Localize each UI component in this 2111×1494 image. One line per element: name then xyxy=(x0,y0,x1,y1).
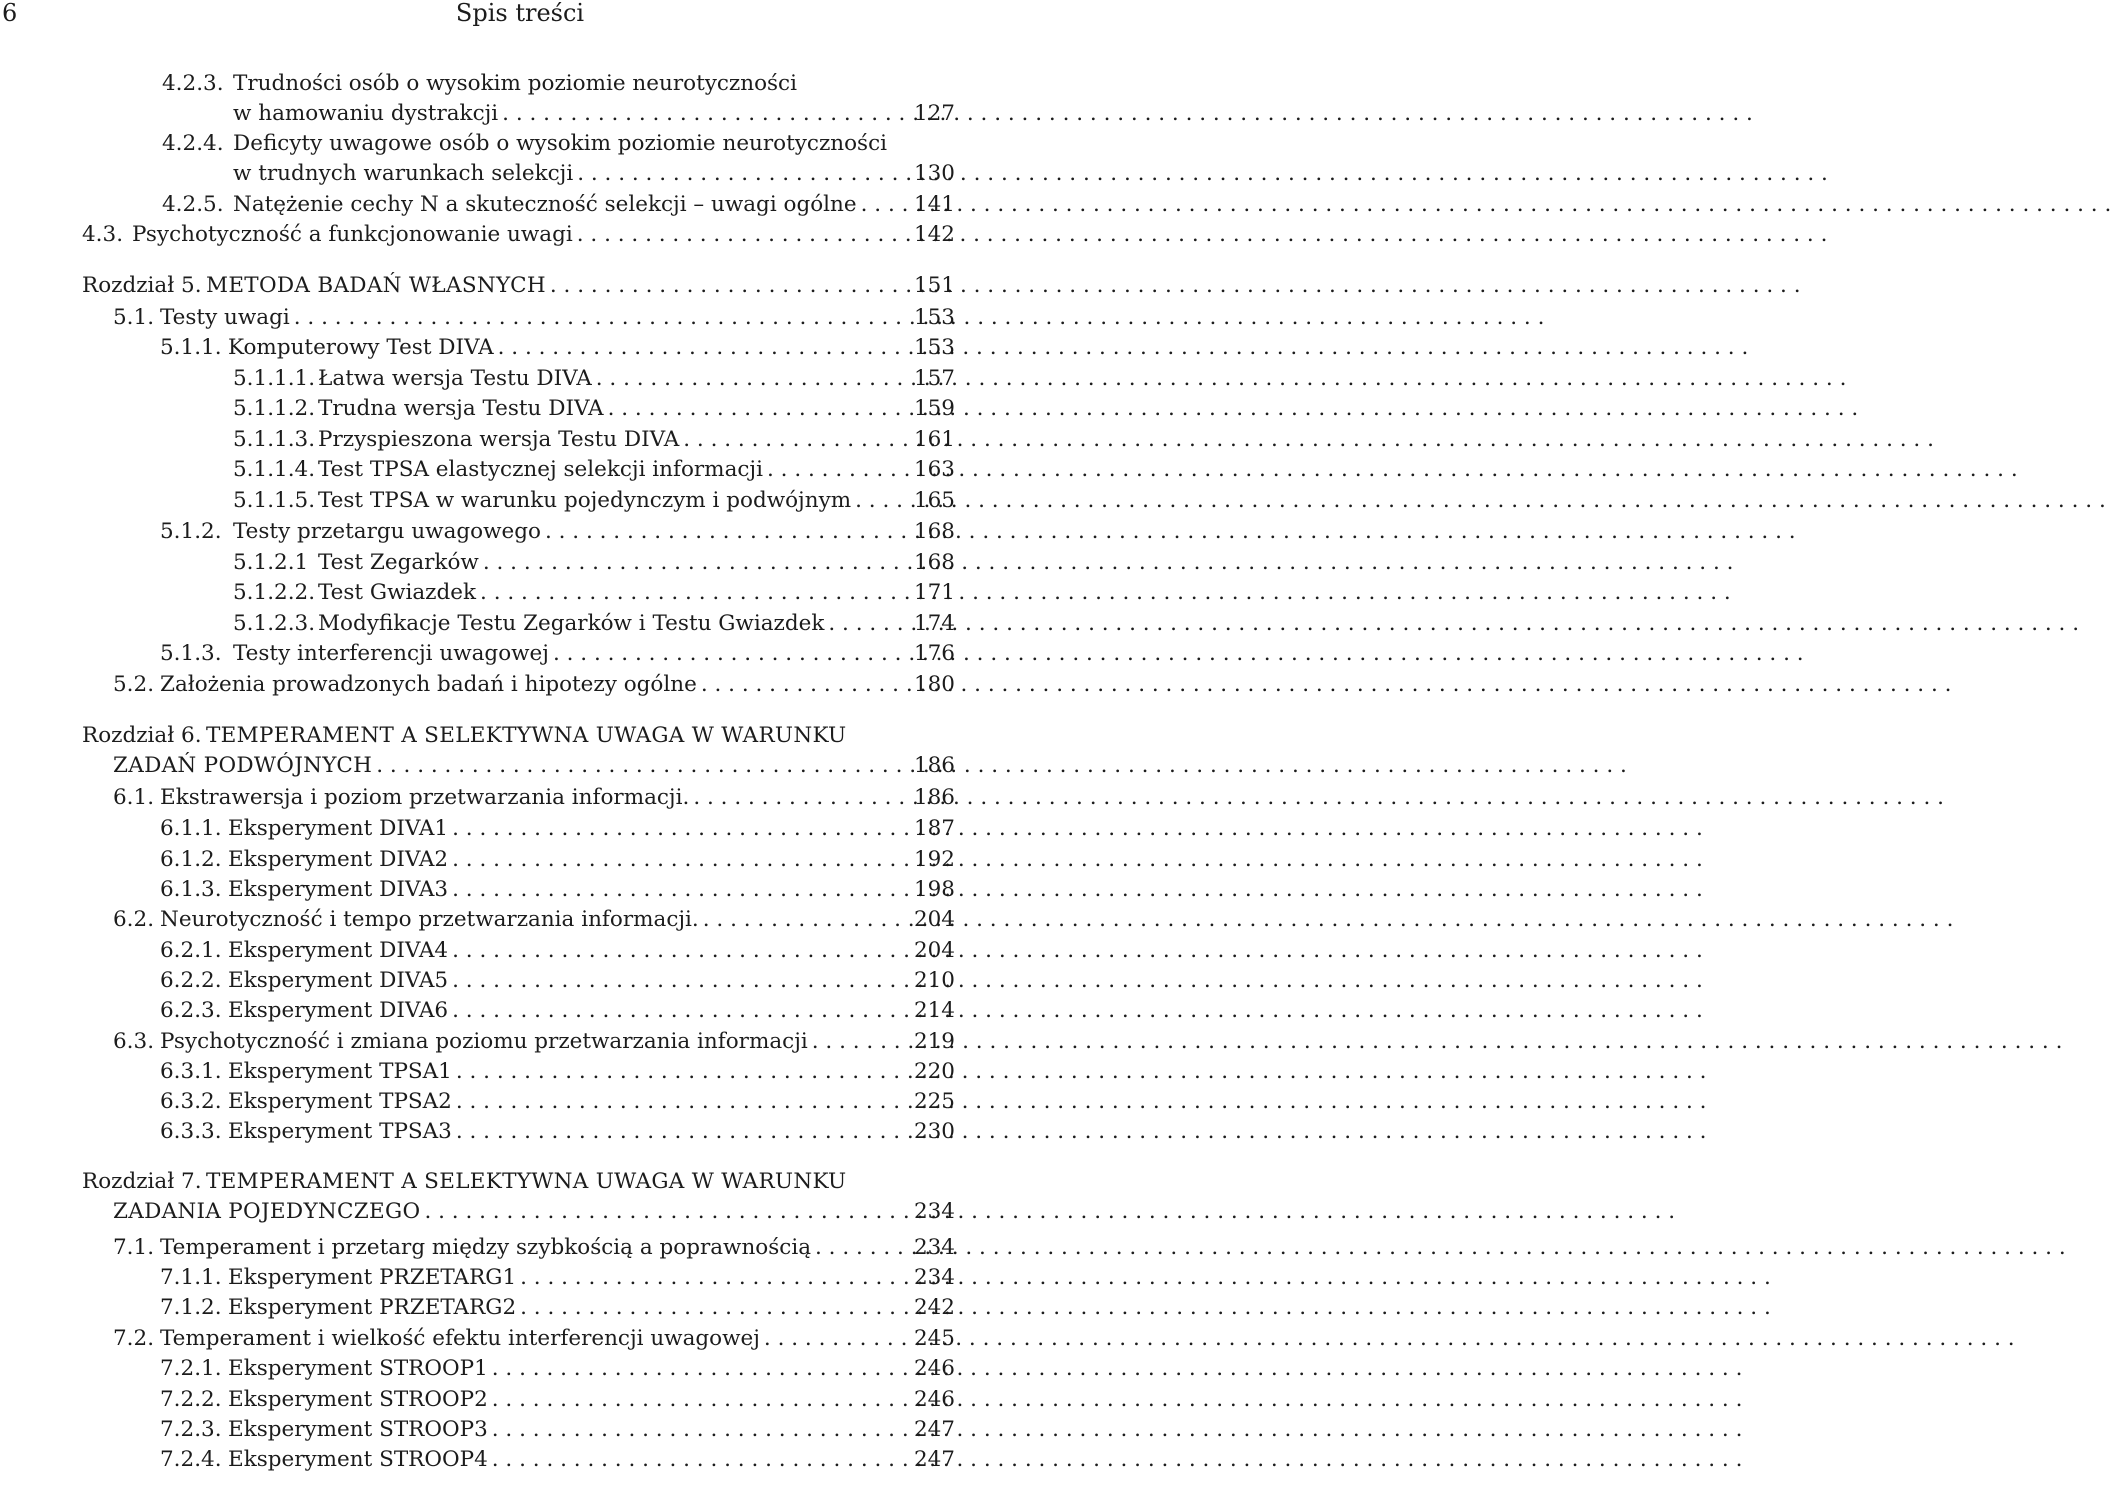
toc-page xyxy=(0,0,960,1494)
toc-entry-title: Eksperyment PRZETARG1 xyxy=(228,1265,517,1290)
toc-entry-page: 130 xyxy=(913,161,955,186)
toc-entry-title: Eksperyment STROOP1 xyxy=(228,1356,488,1381)
toc-entry-number: 6.2. xyxy=(113,907,155,932)
toc-entry-number: 7.1. xyxy=(113,1235,155,1260)
dot-leader xyxy=(448,966,1703,996)
dot-leader xyxy=(679,425,1934,455)
dot-leader xyxy=(448,996,1703,1026)
dot-leader xyxy=(448,814,1703,844)
toc-entry-title: Test Gwiazdek xyxy=(318,580,477,605)
toc-entry-number: 6.2.3. xyxy=(160,998,222,1023)
toc-entry-page: 225 xyxy=(913,1089,955,1114)
toc-entry-number: 4.2.5. xyxy=(162,192,224,217)
toc-entry-title: Założenia prowadzonych badań i hipotezy ogólne xyxy=(160,672,697,697)
dot-leader xyxy=(476,578,1731,608)
toc-entry-title: Eksperyment DIVA4 xyxy=(228,938,449,963)
toc-entry-page: 165 xyxy=(913,488,955,513)
toc-entry-page: 219 xyxy=(913,1029,955,1054)
toc-entry xyxy=(233,548,870,578)
toc-entry-title: Eksperyment DIVA2 xyxy=(228,847,449,872)
toc-entry xyxy=(233,394,870,424)
toc-entry-number: 6.1.3. xyxy=(160,877,222,902)
toc-entry-page: 214 xyxy=(913,998,955,1023)
toc-entry-title: Eksperyment TPSA1 xyxy=(228,1059,452,1084)
dot-leader xyxy=(452,1057,1707,1087)
dot-leader xyxy=(697,670,1952,700)
dot-leader xyxy=(699,905,1954,935)
toc-entry-title: w hamowaniu dystrakcji xyxy=(233,101,499,126)
toc-entry xyxy=(113,1197,870,1227)
toc-entry-page: 163 xyxy=(913,457,955,482)
toc-entry-number: 5.1.1.3. xyxy=(233,427,316,452)
toc-entry-title: Trudna wersja Testu DIVA xyxy=(318,396,604,421)
toc-entry-first-line xyxy=(82,1167,846,1197)
toc-entry xyxy=(160,875,870,905)
dot-leader xyxy=(573,159,1828,189)
toc-entry xyxy=(233,364,870,394)
toc-entry xyxy=(162,190,870,220)
toc-entry-page: 242 xyxy=(913,1295,955,1320)
toc-entry-title: Psychotyczność i zmiana poziomu przetwarzania informacji xyxy=(160,1029,808,1054)
dot-leader xyxy=(549,639,1804,669)
toc-entry-number: 7.2. xyxy=(113,1326,155,1351)
toc-entry xyxy=(113,303,870,333)
toc-entry-number: 4.2.3. xyxy=(162,71,224,96)
toc-entry-title: Test Zegarków xyxy=(318,550,479,575)
toc-entry-number: 5.1.2. xyxy=(160,519,222,544)
dot-leader xyxy=(372,751,1627,781)
toc-entry xyxy=(82,220,870,250)
toc-entry-number: 7.1.1. xyxy=(160,1265,222,1290)
toc-entry-page: 186 xyxy=(913,753,955,778)
toc-entry-title: METODA BADAŃ WŁASNYCH xyxy=(206,273,546,298)
toc-entry xyxy=(233,578,870,608)
toc-entry xyxy=(160,1087,870,1117)
toc-entry-title: Deficyty uwagowe osób o wysokim poziomie neurotyczności xyxy=(233,131,888,156)
toc-entry-page: 234 xyxy=(913,1265,955,1290)
toc-entry-page: 198 xyxy=(913,877,955,902)
dot-leader xyxy=(689,783,1944,813)
toc-entry-number: 6.1.1. xyxy=(160,816,222,841)
toc-entry-title: Neurotyczność i tempo przetwarzania informacji. xyxy=(160,907,699,932)
toc-entry xyxy=(113,1324,870,1354)
dot-leader xyxy=(516,1263,1771,1293)
toc-entry xyxy=(160,1354,870,1384)
running-title: Spis treści xyxy=(455,0,585,27)
toc-entry-number: 6.2.2. xyxy=(160,968,222,993)
toc-entry-title: Eksperyment DIVA6 xyxy=(228,998,449,1023)
toc-entry-number: 6.3. xyxy=(113,1029,155,1054)
dot-leader xyxy=(479,548,1734,578)
dot-leader xyxy=(498,99,1753,129)
dot-leader xyxy=(448,875,1703,905)
toc-entry-number: 5.1.3. xyxy=(160,641,222,666)
toc-entry-title: Eksperyment STROOP4 xyxy=(228,1447,488,1472)
toc-entry xyxy=(233,99,870,129)
toc-entry-page: 168 xyxy=(913,519,955,544)
dot-leader xyxy=(452,1087,1707,1117)
toc-entry-title: Komputerowy Test DIVA xyxy=(228,335,494,360)
toc-entry xyxy=(160,814,870,844)
dot-leader xyxy=(851,486,2106,516)
toc-entry-first-line xyxy=(82,721,846,751)
toc-entry-page: 234 xyxy=(913,1199,955,1224)
dot-leader xyxy=(573,220,1828,250)
toc-entry-first-line xyxy=(162,69,797,99)
toc-entry-title: Eksperyment TPSA3 xyxy=(228,1119,452,1144)
toc-entry-number: 5.2. xyxy=(113,672,155,697)
toc-entry xyxy=(160,1263,870,1293)
toc-entry-page: 204 xyxy=(913,938,955,963)
toc-entry xyxy=(233,609,870,639)
toc-entry-number: 6.1. xyxy=(113,785,155,810)
dot-leader xyxy=(452,1117,1707,1147)
toc-entry-page: 151 xyxy=(913,273,955,298)
toc-entry-title: Eksperyment PRZETARG2 xyxy=(228,1295,517,1320)
toc-entry-page: 187 xyxy=(913,816,955,841)
toc-entry-page: 171 xyxy=(913,580,955,605)
toc-entry-first-line xyxy=(162,129,887,159)
toc-entry xyxy=(82,271,870,301)
toc-entry-number: 6.2.1. xyxy=(160,938,222,963)
toc-entry-title: Eksperyment STROOP2 xyxy=(228,1387,488,1412)
toc-entry xyxy=(160,966,870,996)
toc-entry-page: 153 xyxy=(913,335,955,360)
toc-entry-number: 4.2.4. xyxy=(162,131,224,156)
toc-entry-number: 7.2.4. xyxy=(160,1447,222,1472)
toc-entry-number: 7.2.2. xyxy=(160,1387,222,1412)
toc-entry xyxy=(160,1385,870,1415)
dot-leader xyxy=(811,1233,2066,1263)
toc-entry-number: 5.1.1. xyxy=(160,335,222,360)
page-number: 6 xyxy=(2,0,18,27)
toc-entry-page: 153 xyxy=(913,305,955,330)
toc-entry-page: 204 xyxy=(913,907,955,932)
toc-entry xyxy=(113,751,870,781)
toc-entry-title: ZADANIA POJEDYNCZEGO xyxy=(113,1199,421,1224)
dot-leader xyxy=(488,1354,1743,1384)
toc-entry-page: 220 xyxy=(913,1059,955,1084)
toc-entry xyxy=(160,517,870,547)
toc-entry xyxy=(113,1027,870,1057)
toc-entry-title: Testy uwagi xyxy=(160,305,290,330)
dot-leader xyxy=(448,936,1703,966)
toc-entry-number: 7.2.1. xyxy=(160,1356,222,1381)
dot-leader xyxy=(592,364,1847,394)
dot-leader xyxy=(488,1385,1743,1415)
toc-entry-number: Rozdział 5. xyxy=(82,273,202,298)
toc-entry-title: Psychotyczność a funkcjonowanie uwagi xyxy=(132,222,573,247)
toc-entry xyxy=(160,996,870,1026)
toc-entry-number: 7.1.2. xyxy=(160,1295,222,1320)
toc-entry xyxy=(113,905,870,935)
toc-entry-page: 247 xyxy=(913,1447,955,1472)
toc-entry-number: 5.1.1.1. xyxy=(233,366,316,391)
toc-entry-page: 174 xyxy=(913,611,955,636)
toc-entry-page: 247 xyxy=(913,1417,955,1442)
toc-entry-number: 5.1.2.3. xyxy=(233,611,316,636)
toc-entry-title: Testy interferencji uwagowej xyxy=(233,641,549,666)
dot-leader xyxy=(857,190,2111,220)
toc-entry-number: 5.1.2.2. xyxy=(233,580,316,605)
dot-leader xyxy=(541,517,1796,547)
toc-entry-number: 6.1.2. xyxy=(160,847,222,872)
toc-entry-page: 192 xyxy=(913,847,955,872)
toc-entry-number: 5.1.2.1 xyxy=(233,550,309,575)
toc-entry-title: Natężenie cechy N a skuteczność selekcji – uwagi ogólne xyxy=(233,192,857,217)
toc-entry-title: Temperament i wielkość efektu interferencji uwagowej xyxy=(160,1326,760,1351)
toc-entry xyxy=(160,1415,870,1445)
toc-entry-number: Rozdział 7. xyxy=(82,1169,202,1194)
toc-entry-number: 5.1. xyxy=(113,305,155,330)
toc-entry xyxy=(160,639,870,669)
toc-entry xyxy=(160,1445,870,1475)
toc-entry-title: Łatwa wersja Testu DIVA xyxy=(318,366,592,391)
toc-entry-title: Eksperyment DIVA5 xyxy=(228,968,449,993)
toc-entry-title: Eksperyment STROOP3 xyxy=(228,1417,488,1442)
toc-entry xyxy=(113,783,870,813)
toc-entry-page: 180 xyxy=(913,672,955,697)
toc-entry-number: 5.1.1.5. xyxy=(233,488,316,513)
toc-entry-page: 210 xyxy=(913,968,955,993)
toc-entry-number: 4.3. xyxy=(82,222,124,247)
toc-entry-title: TEMPERAMENT A SELEKTYWNA UWAGA W WARUNKU xyxy=(206,1169,847,1194)
toc-entry xyxy=(160,1117,870,1147)
toc-entry xyxy=(160,1293,870,1323)
toc-entry-page: 234 xyxy=(913,1235,955,1260)
toc-entry-page: 246 xyxy=(913,1387,955,1412)
toc-entry xyxy=(233,425,870,455)
dot-leader xyxy=(420,1197,1675,1227)
toc-entry xyxy=(233,486,870,516)
toc-entry xyxy=(160,936,870,966)
dot-leader xyxy=(488,1415,1743,1445)
toc-entry-title: Ekstrawersja i poziom przetwarzania informacji. xyxy=(160,785,690,810)
toc-entry-title: Przyspieszona wersja Testu DIVA xyxy=(318,427,680,452)
dot-leader xyxy=(516,1293,1771,1323)
toc-entry-title: Temperament i przetarg między szybkością a poprawnością xyxy=(160,1235,812,1260)
toc-entry-title: w trudnych warunkach selekcji xyxy=(233,161,574,186)
dot-leader xyxy=(546,271,1801,301)
dot-leader xyxy=(494,333,1749,363)
toc-entry-title: Trudności osób o wysokim poziomie neurotyczności xyxy=(233,71,797,96)
toc-entry-title: Test TPSA w warunku pojedynczym i podwójnym xyxy=(318,488,852,513)
toc-entry-page: 127 xyxy=(913,101,955,126)
toc-entry-number: Rozdział 6. xyxy=(82,723,202,748)
dot-leader xyxy=(808,1027,2063,1057)
toc-entry-number: 6.3.2. xyxy=(160,1089,222,1114)
toc-entry xyxy=(113,670,870,700)
toc-entry-page: 141 xyxy=(913,192,955,217)
toc-entry-title: Test TPSA elastycznej selekcji informacji xyxy=(318,457,763,482)
toc-entry-title: TEMPERAMENT A SELEKTYWNA UWAGA W WARUNKU xyxy=(206,723,847,748)
toc-entry-title: Eksperyment DIVA1 xyxy=(228,816,449,841)
toc-entry xyxy=(233,455,870,485)
toc-entry xyxy=(160,845,870,875)
page-header xyxy=(0,0,960,40)
toc-entry xyxy=(113,1233,870,1263)
toc-entry-number: 5.1.1.4. xyxy=(233,457,316,482)
toc-entry-page: 161 xyxy=(913,427,955,452)
toc-entry-page: 168 xyxy=(913,550,955,575)
toc-entry xyxy=(160,1057,870,1087)
dot-leader xyxy=(604,394,1859,424)
toc-entry-page: 230 xyxy=(913,1119,955,1144)
toc-entry-page: 142 xyxy=(913,222,955,247)
toc-entry xyxy=(233,159,870,189)
toc-entry-number: 6.3.1. xyxy=(160,1059,222,1084)
dot-leader xyxy=(448,845,1703,875)
toc-entry-page: 159 xyxy=(913,396,955,421)
toc-entry-number: 5.1.1.2. xyxy=(233,396,316,421)
toc-entry-title: Eksperyment TPSA2 xyxy=(228,1089,452,1114)
toc-entry-title: Modyfikacje Testu Zegarków i Testu Gwiazdek xyxy=(318,611,825,636)
toc-entry-number: 7.2.3. xyxy=(160,1417,222,1442)
toc-entry xyxy=(160,333,870,363)
toc-entry-number: 6.3.3. xyxy=(160,1119,222,1144)
toc-entry-title: Testy przetargu uwagowego xyxy=(233,519,541,544)
toc-entry-page: 245 xyxy=(913,1326,955,1351)
dot-leader xyxy=(824,609,2079,639)
dot-leader xyxy=(488,1445,1743,1475)
toc-entry-title: ZADAŃ PODWÓJNYCH xyxy=(113,753,373,778)
toc-entry-title: Eksperyment DIVA3 xyxy=(228,877,449,902)
toc-entry-page: 246 xyxy=(913,1356,955,1381)
toc-entry-page: 157 xyxy=(913,366,955,391)
toc-entry-page: 186 xyxy=(913,785,955,810)
toc-entry-page: 176 xyxy=(913,641,955,666)
